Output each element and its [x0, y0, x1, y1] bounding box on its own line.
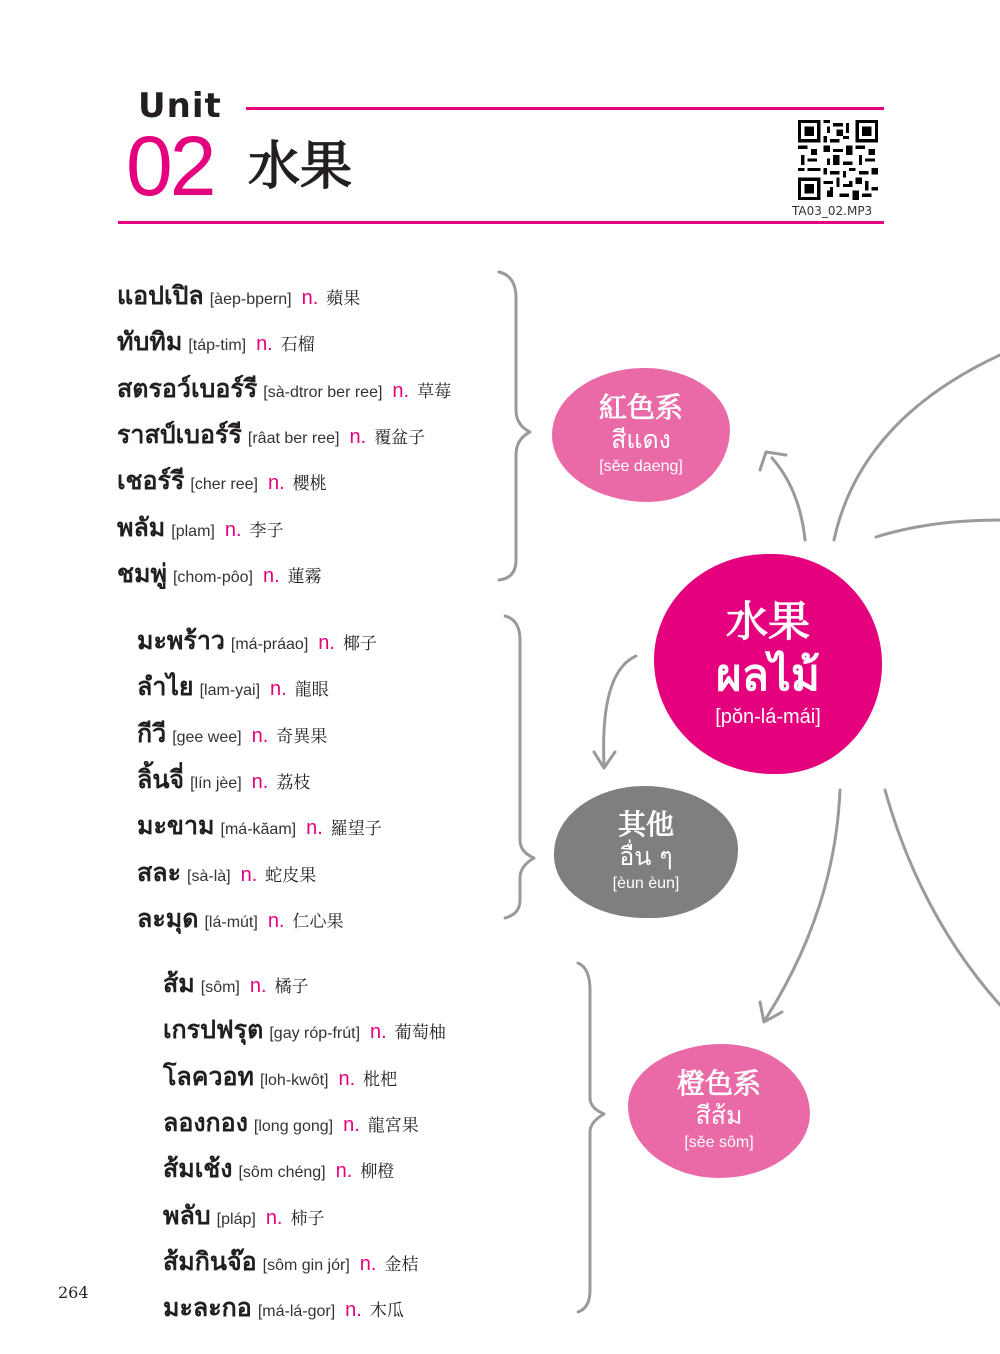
vocab-part-of-speech: n. — [335, 1160, 353, 1183]
vocab-thai: ราสป์เบอร์รี — [117, 419, 242, 449]
vocab-romanization: [sà-là] — [187, 867, 231, 885]
vocab-chinese: 草莓 — [417, 381, 452, 402]
vocab-part-of-speech: n. — [267, 472, 285, 495]
vocab-thai: ส้ม — [163, 969, 195, 998]
bracket-group-2 — [505, 616, 534, 918]
vocab-chinese: 石榴 — [280, 335, 315, 356]
vocab-row — [117, 322, 315, 362]
vocab-row — [137, 806, 382, 846]
vocab-part-of-speech: n. — [345, 1299, 362, 1322]
vocab-chinese: 覆盆子 — [374, 427, 426, 448]
vocab-part-of-speech: n. — [240, 863, 258, 886]
vocab-chinese: 椰子 — [342, 634, 377, 654]
unit-label: Unit — [138, 86, 222, 126]
vocab-thai: ส้มเช้ง — [163, 1154, 233, 1184]
vocab-part-of-speech: n. — [249, 975, 267, 997]
vocab-romanization: [lá-mút] — [204, 913, 258, 931]
vocab-romanization: [má-kăam] — [220, 821, 297, 839]
vocab-row — [117, 415, 425, 455]
vocab-romanization: [àep-bpern] — [209, 291, 292, 308]
vocab-part-of-speech: n. — [301, 287, 319, 309]
vocab-romanization: [gay róp-frút] — [269, 1025, 361, 1043]
vocab-row — [117, 508, 284, 548]
vocab-romanization: [má-práao] — [230, 636, 309, 653]
red-fruits-bubble — [552, 368, 730, 502]
orange-bubble-zh: 橙色系 — [676, 1067, 761, 1101]
vocab-part-of-speech: n. — [343, 1113, 360, 1136]
vocab-row — [117, 461, 327, 501]
vocab-romanization: [chom-pôo] — [172, 568, 253, 586]
vocab-romanization: [cher ree] — [190, 476, 258, 494]
vocab-romanization: [lín jèe] — [190, 774, 242, 792]
vocab-thai: โลควอท — [163, 1061, 255, 1091]
connector-center-to-orange — [765, 790, 840, 1020]
branch-lower-right — [885, 790, 1000, 1005]
vocab-thai: เกรปฟรุต — [163, 1015, 264, 1045]
vocab-thai: ทับทิม — [117, 327, 183, 357]
unit-number: 02 — [126, 119, 214, 213]
other-bubble-rom: [èun èun] — [612, 874, 680, 892]
vocab-thai: มะขาม — [137, 811, 215, 841]
vocab-row — [117, 369, 451, 409]
vocab-chinese: 龍宮果 — [367, 1115, 419, 1136]
vocab-chinese: 金桔 — [384, 1254, 419, 1275]
vocab-part-of-speech: n. — [256, 333, 273, 356]
vocab-chinese: 橘子 — [274, 977, 309, 997]
vocab-chinese: 奇異果 — [276, 726, 328, 747]
vocab-row — [163, 1103, 419, 1143]
vocab-row — [137, 760, 310, 800]
connector-center-to-other — [604, 656, 636, 765]
vocab-row — [163, 1242, 418, 1282]
red-bubble-rom: [sěe daeng] — [599, 457, 683, 475]
other-bubble-zh: 其他 — [617, 808, 674, 842]
center-bubble-thai: ผลไม้ — [716, 649, 820, 701]
vocab-row — [163, 964, 309, 1004]
red-bubble-thai: สีแดง — [611, 425, 671, 455]
orange-bubble-rom: [sěe sôm] — [684, 1133, 754, 1151]
vocab-row — [163, 1057, 397, 1097]
other-fruits-bubble — [554, 786, 738, 918]
vocab-romanization: [má-lá-gor] — [257, 1303, 336, 1321]
vocab-row — [137, 621, 377, 661]
vocab-chinese: 李子 — [249, 520, 284, 541]
vocab-part-of-speech: n. — [270, 678, 287, 701]
vocab-thai: ลองกอง — [163, 1107, 248, 1137]
vocab-romanization: [loh-kwôt] — [260, 1071, 329, 1089]
vocab-chinese: 龍眼 — [294, 680, 329, 701]
vocab-thai: พลับ — [163, 1200, 211, 1230]
vocab-romanization: [long gong] — [253, 1117, 334, 1135]
center-bubble-zh: 水果 — [725, 597, 810, 647]
vocab-chinese: 蘋果 — [326, 289, 361, 309]
red-bubble-zh: 紅色系 — [598, 391, 683, 425]
other-bubble-thai: อื่น ๆ — [619, 842, 673, 872]
vocab-chinese: 羅望子 — [330, 819, 382, 840]
vocab-row — [163, 1149, 394, 1189]
vocab-part-of-speech: n. — [224, 518, 242, 541]
vocab-romanization: [sà-dtror ber ree] — [263, 383, 383, 401]
vocab-thai: ส้มกินจ๊อ — [163, 1246, 257, 1276]
vocab-part-of-speech: n. — [349, 425, 367, 448]
vocab-chinese: 柳橙 — [360, 1162, 395, 1183]
vocab-romanization: [pláp] — [216, 1210, 256, 1228]
audio-file-label: TA03_02.MP3 — [792, 204, 873, 218]
vocab-romanization: [sôm] — [200, 979, 240, 996]
vocab-chinese: 木瓜 — [369, 1301, 404, 1322]
vocab-row — [137, 714, 327, 754]
branch-upper-right — [834, 355, 1000, 540]
vocab-chinese: 枇杷 — [363, 1069, 398, 1090]
vocab-thai: เชอร์รี — [117, 466, 185, 496]
vocab-romanization: [lam-yai] — [199, 682, 261, 700]
vocab-row — [163, 1288, 404, 1328]
vocab-romanization: [gee wee] — [172, 728, 242, 746]
vocab-row — [137, 853, 316, 893]
vocab-row — [137, 899, 344, 939]
vocab-part-of-speech: n. — [251, 770, 269, 793]
vocab-thai: แอปเปิล — [117, 281, 204, 310]
vocab-thai: สตรอว์เบอร์รี — [117, 373, 258, 403]
bracket-group-3 — [578, 963, 604, 1312]
vocab-romanization: [táp-tim] — [188, 337, 247, 355]
vocab-thai: กีวี — [137, 718, 167, 748]
vocab-chinese: 葡萄柚 — [394, 1023, 446, 1044]
vocab-part-of-speech: n. — [306, 817, 323, 840]
unit-title: 水果 — [248, 137, 353, 197]
vocab-romanization: [râat ber ree] — [247, 429, 340, 447]
vocab-chinese: 仁心果 — [292, 911, 344, 932]
vocab-thai: ลิ้นจี่ — [137, 764, 185, 794]
vocab-chinese: 蛇皮果 — [265, 865, 317, 886]
vocab-row — [117, 276, 360, 316]
vocab-romanization: [sôm chéng] — [238, 1164, 326, 1182]
vocab-thai: มะละกอ — [163, 1293, 252, 1323]
vocab-chinese: 蓮霧 — [287, 566, 322, 587]
vocab-part-of-speech: n. — [318, 632, 335, 654]
vocab-row — [163, 1196, 325, 1236]
vocab-row — [137, 667, 329, 707]
vocab-part-of-speech: n. — [265, 1206, 283, 1229]
vocab-chinese: 柿子 — [290, 1208, 325, 1229]
vocab-part-of-speech: n. — [359, 1252, 377, 1275]
vocab-thai: มะพร้าว — [137, 626, 225, 655]
vocab-thai: พลัม — [117, 512, 166, 542]
branch-right-mid — [876, 520, 1000, 537]
vocab-row — [163, 1010, 446, 1050]
vocab-thai: สละ — [137, 857, 182, 887]
vocab-chinese: 櫻桃 — [292, 474, 327, 495]
orange-bubble-thai: สีส้ม — [695, 1101, 743, 1131]
vocab-chinese: 荔枝 — [276, 772, 311, 793]
vocab-romanization: [plam] — [171, 522, 215, 540]
orange-fruits-bubble — [628, 1044, 810, 1178]
vocab-romanization: [sôm gin jór] — [262, 1256, 350, 1274]
vocab-part-of-speech: n. — [262, 564, 280, 587]
vocab-thai: ชมพู่ — [117, 558, 167, 588]
vocab-part-of-speech: n. — [370, 1021, 387, 1044]
center-bubble-rom: [pŏn-lá-mái] — [715, 705, 821, 728]
bracket-group-1 — [499, 272, 530, 580]
vocab-row — [117, 554, 322, 594]
vocab-part-of-speech: n. — [251, 724, 269, 747]
vocab-thai: ลำไย — [137, 672, 194, 702]
connector-center-to-red — [772, 458, 805, 540]
vocab-part-of-speech: n. — [338, 1067, 356, 1090]
vocab-part-of-speech: n. — [267, 909, 285, 932]
vocab-part-of-speech: n. — [392, 379, 410, 402]
vocab-thai: ละมุด — [137, 903, 199, 933]
page-number: 264 — [58, 1283, 89, 1302]
